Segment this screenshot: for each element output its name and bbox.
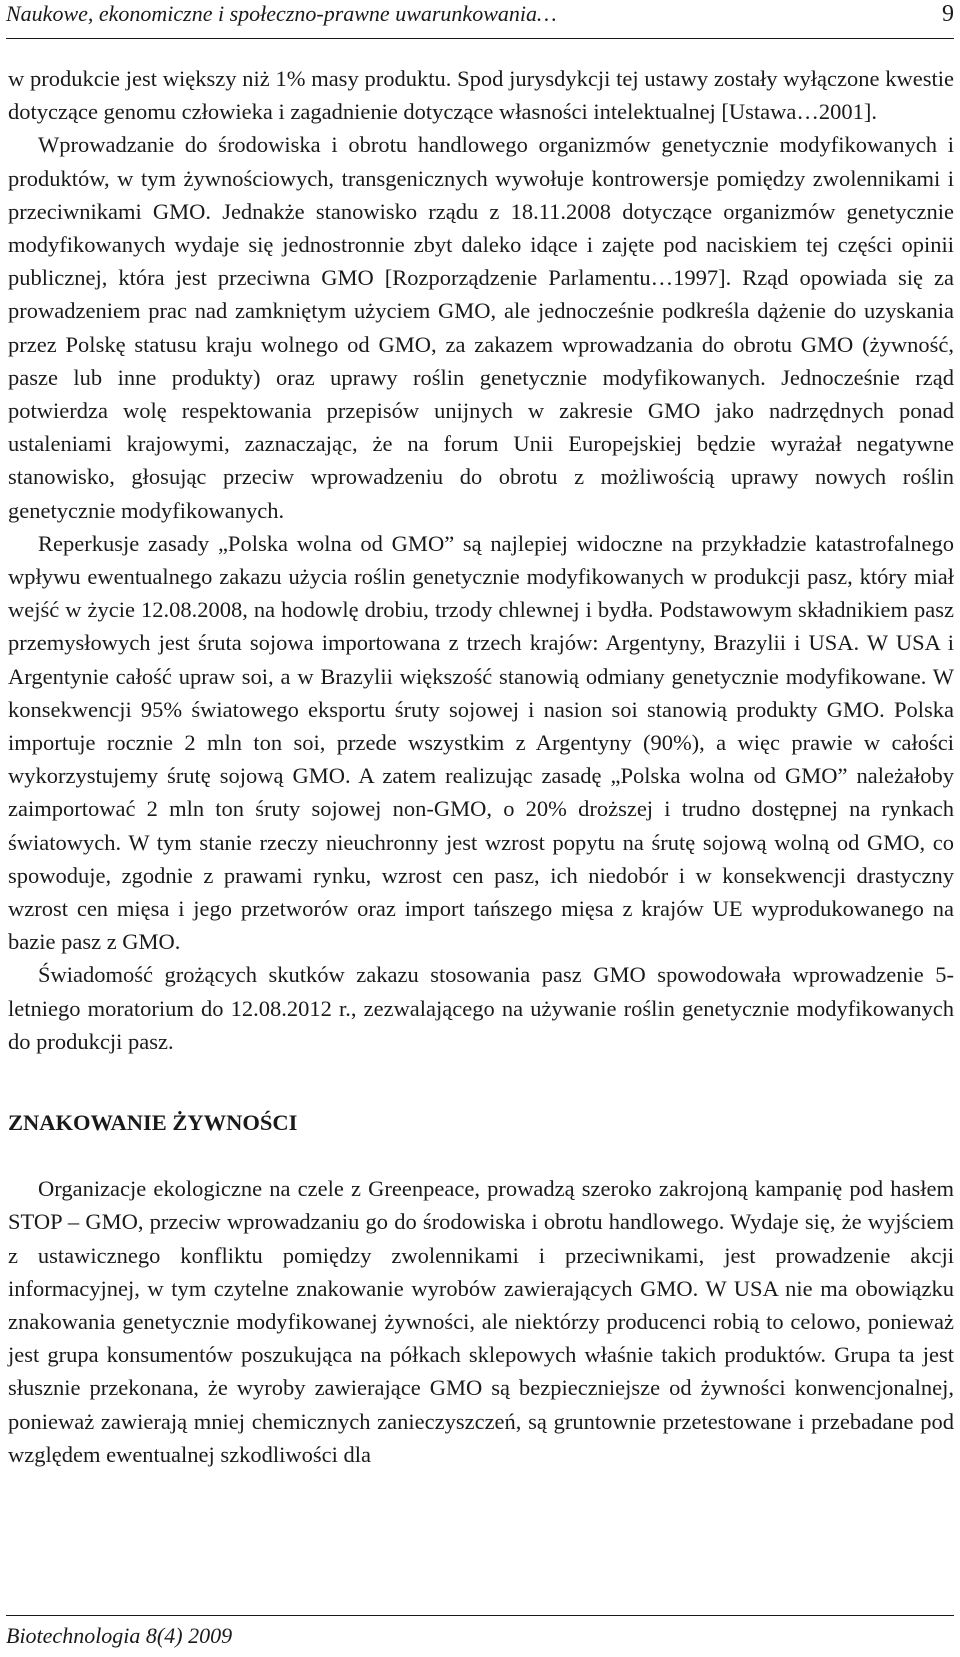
body-paragraph-2: Wprowadzanie do środowiska i obrotu handlowego organizmów genetycznie modyfikowanych i produktów, w tym żywnościowych, transgenicznych wywołuje kontrowersje pomiędzy zwolennikami i przeciwnikami GMO. Jednakże stanowisko rządu z 18.11.2008 dotyczące organizmów genetycznie modyfikowanych wydaje się jednostronnie zbyt daleko idące i zajęte pod naciskiem tej części opinii publicznej, która jest przeciwna GMO [Rozporządzenie Parlamentu…1997]. Rząd opowiada się za prowadzeniem prac nad zamkniętym użyciem GMO, ale jednocześnie podkreśla dążenie do uzyskania przez Polskę statusu kraju wolnego od GMO, za zakazem wprowadzania do obrotu GMO (żywność, pasze lub inne produkty) oraz uprawy roślin genetycznie modyfikowanych. Jednocześnie rząd potwierdza wolę respektowania przepisów unijnych w zakresie GMO jako nadrzędnych ponad ustaleniami krajowymi, zaznaczając, że na forum Unii Europejskiej będzie wyrażał negatywne stanowisko, głosując przeciw wprowadzeniu do obrotu z możliwością uprawy nowych roślin genetycznie modyfikowanych. <box>8 132 954 523</box>
section-heading: ZNAKOWANIE ŻYWNOŚCI <box>8 1110 298 1136</box>
body-paragraph-1: w produkcie jest większy niż 1% masy produktu. Spod jurysdykcji tej ustawy zostały wyłączone kwestie dotyczące genomu człowieka i zagadnienie dotyczące własności intelektualnej [Ustawa…2001]. <box>8 66 954 125</box>
running-title: Naukowe, ekonomiczne i społeczno-prawne uwarunkowania… <box>6 1 557 26</box>
body-paragraph-3: Reperkusje zasady „Polska wolna od GMO” są najlepiej widoczne na przykładzie katastrofalnego wpływu ewentualnego zakazu użycia roślin genetycznie modyfikowanych w produkcji pasz, który miał wejść w życie 12.08.2008, na hodowlę drobiu, trzody chlewnej i bydła. Podstawowym składnikiem pasz przemysłowych jest śruta sojowa importowana z trzech krajów: Argentyny, Brazylii i USA. W USA i Argentynie całość upraw soi, a w Brazylii większość stanowią odmiany genetycznie modyfikowane. W konsekwencji 95% światowego eksportu śruty sojowej i nasion soi stanowią produkty GMO. Polska importuje rocznie 2 mln ton soi, przede wszystkim z Argentyny (90%), a więc prawie w całości wykorzystujemy śrutę sojową GMO. A zatem realizując zasadę „Polska wolna od GMO” należałoby zaimportować 2 mln ton śruty sojowej non-GMO, o 20% droższej i trudno dostępnej na rynkach światowych. W tym stanie rzeczy nieuchronny jest wzrost popytu na śrutę sojową wolną od GMO, co spowoduje, zgodnie z prawami rynku, wzrost cen pasz, ich niedobór i w konsekwencji drastyczny wzrost cen mięsa i jego przetworów oraz import tańszego mięsa z krajów UE wyprodukowanego na bazie pasz z GMO. <box>8 530 954 955</box>
article-body <box>8 62 954 1471</box>
body-paragraph-4: Świadomość grożących skutków zakazu stosowania pasz GMO spowodowała wprowadzenie 5-letniego moratorium do 12.08.2012 r., zezwalającego na używanie roślin genetycznie modyfikowanych do produkcji pasz. <box>8 962 954 1054</box>
header-divider <box>6 38 954 39</box>
journal-footer: Biotechnologia 8(4) 2009 <box>6 1623 233 1648</box>
footer-divider <box>6 1615 954 1616</box>
section-paragraph-1: Organizacje ekologiczne na czele z Greenpeace, prowadzą szeroko zakrojoną kampanię pod hasłem STOP – GMO, przeciw wprowadzaniu go do środowiska i obrotu handlowego. Wydaje się, że wyjściem z ustawicznego konfliktu pomiędzy zwolennikami i przeciwnikami, jest prowadzenie akcji informacyjnej, w tym czytelne znakowanie wyrobów zawierających GMO. W USA nie ma obowiązku znakowania genetycznie modyfikowanej żywności, ale niektórzy producenci robią to celowo, ponieważ jest grupa konsumentów poszukująca na półkach sklepowych właśnie takich produktów. Grupa ta jest słusznie przekonana, że wyroby zawierające GMO są bezpieczniejsze od żywności konwencjonalnej, ponieważ zawierają mniej chemicznych zanieczyszczeń, są gruntownie przetestowane i przebadane pod względem ewentualnej szkodliwości dla <box>8 1176 954 1467</box>
page-header <box>6 0 954 38</box>
page-number: 9 <box>942 1 954 27</box>
